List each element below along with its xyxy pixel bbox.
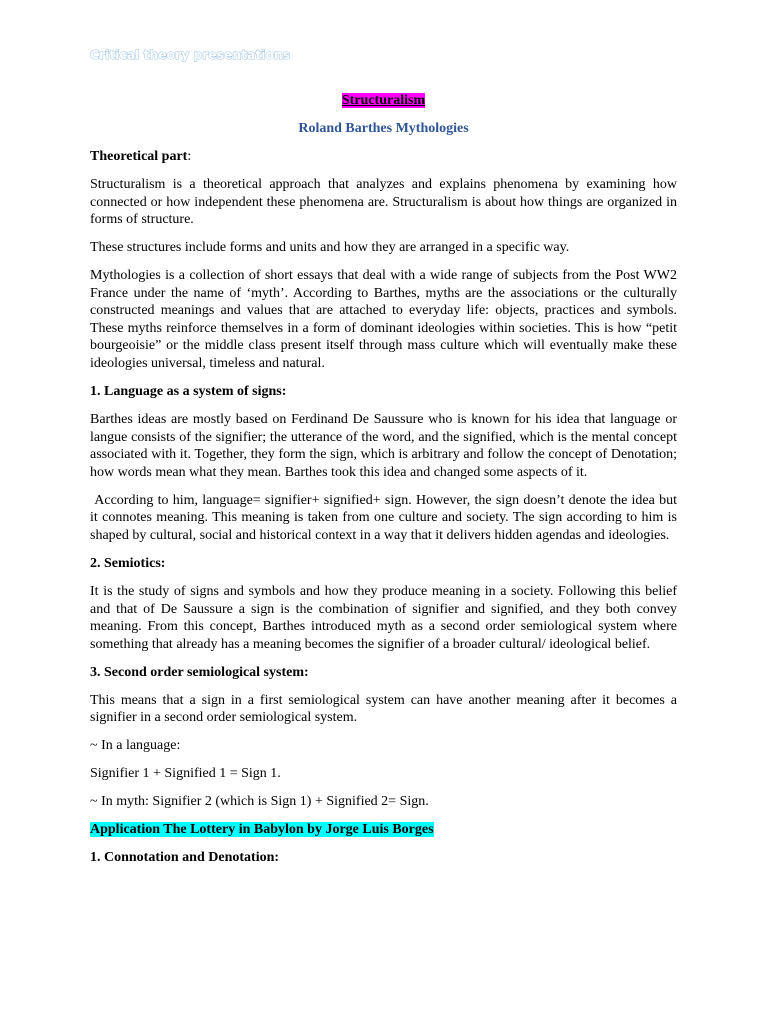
paragraph-mythologies: Mythologies is a collection of short essays that deal with a wide range of subjects from the Post WW2 France under the name of ‘myth’. According to Barthes, myths are the associations or the culturally constructed meanings and values that are attached to everyday life: objects, practices and symbols. These myths reinforce themselves in a form of dominant ideologies within societies. This is how “petit bourgeoisie” or the middle class present itself through mass culture which will eventually make these ideologies universal, timeless and natural. — [90, 268, 677, 372]
theory-label: Theoretical part — [90, 148, 188, 164]
paragraph-saussure: Barthes ideas are mostly based on Ferdinand De Saussure who is known for his idea that language or langue consists of the signifier; the utterance of the word, and the signified, which is the mental concept associated with it. Together, they form the sign, which is arbitrary and follow the concept of Denotation; how words mean what they mean. Barthes took this idea and changed some aspects of it. — [90, 412, 677, 480]
application-line — [90, 821, 677, 839]
theory-colon: : — [187, 148, 192, 164]
application-heading: Application The Lottery in Babylon by Jorge Luis Borges — [90, 822, 434, 838]
paragraph-semiotics: It is the study of signs and symbols and how they produce meaning in a society. Following this belief and that of De Saussure a sign is the combination of signifier and signified, and they both convey meaning. From this concept, Barthes introduced myth as a second order semiological system where something that already has a meaning becomes the signifier of a broader cultural/ ideological belief. — [90, 583, 677, 652]
document-body — [90, 92, 677, 877]
line-in-myth: ~ In myth: Signifier 2 (which is Sign 1) + Signified 2= Sign. — [90, 794, 429, 810]
document-subtitle: Roland Barthes Mythologies — [298, 120, 469, 136]
paragraph-structuralism: Structuralism is a theoretical approach that analyzes and explains phenomena by examining how connected or how independent these phenomena are. Structuralism is about how things are organized in forms of structure. — [90, 176, 677, 228]
theory-heading — [90, 148, 677, 166]
document-header: Critical theory presentations — [90, 47, 291, 62]
formula-sign-1: Signifier 1 + Signified 1 = Sign 1. — [90, 766, 281, 782]
paragraph-according: According to him, language= signifier+ signified+ sign. However, the sign doesn’t denote the idea but it connotes meaning. This meaning is taken from one culture and society. The sign according to him is shaped by cultural, social and historical context in a way that it delivers hidden agendas and ideologies. — [90, 492, 677, 543]
heading-second-order: 3. Second order semiological system: — [90, 664, 309, 680]
heading-language-signs: 1. Language as a system of signs: — [90, 384, 287, 400]
document-title: Structuralism — [341, 93, 426, 108]
heading-semiotics: 2. Semiotics: — [90, 555, 166, 571]
subtitle-line — [90, 120, 677, 138]
paragraph-second-order: This means that a sign in a first semiological system can have another meaning after it becomes a signifier in a second order semiological system. — [90, 692, 677, 726]
heading-connotation: 1. Connotation and Denotation: — [90, 850, 280, 866]
title-line — [90, 92, 677, 110]
line-in-language: ~ In a language: — [90, 738, 181, 754]
paragraph-structures: These structures include forms and units and how they are arranged in a specific way. — [90, 240, 570, 256]
